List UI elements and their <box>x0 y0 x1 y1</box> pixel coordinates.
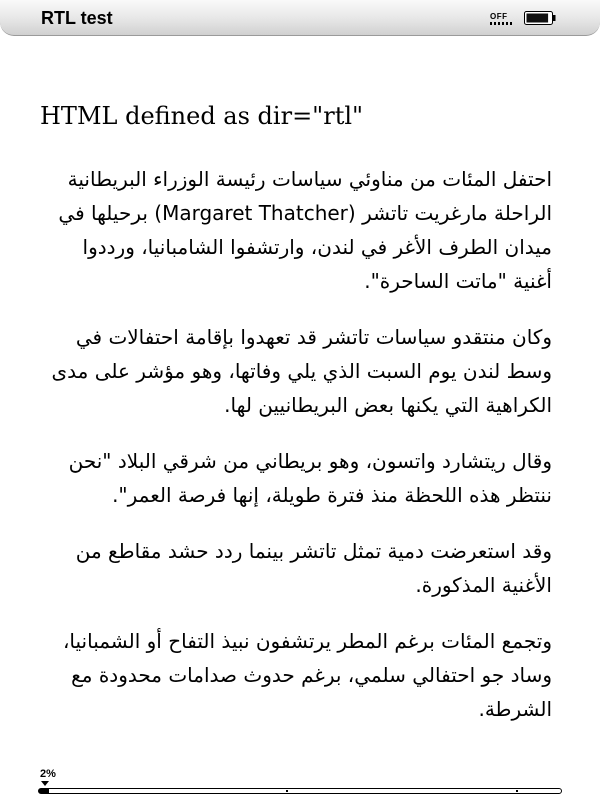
chapter-tick-mark <box>516 790 518 792</box>
progress-fill <box>39 789 49 793</box>
progress-percent-label: 2% <box>40 768 56 780</box>
status-bar <box>0 0 600 36</box>
chapter-tick-mark <box>286 790 288 792</box>
paragraph-4: وقد استعرضت دمية تمثل تاتشر بينما ردد حشد مقاطع من الأغنية المذكورة. <box>75 539 552 597</box>
paragraph-3: وقال ريتشارد واتسون، وهو بريطاني من شرقي البلاد "نحن ننتظر هذه اللحظة منذ فترة طويلة، إنها فرصة العمر". <box>68 449 552 507</box>
paragraph-5: وتجمع المئات برغم المطر يرتشفون نبيذ التفاح أو الشمبانيا، وساد جو احتفالي سلمي، برغم حدوث صدامات محدودة مع الشرطة. <box>62 629 552 721</box>
paragraph-1: احتفل المئات من مناوئي سياسات رئيسة الوزراء البريطانية الراحلة مارغريت تاتشر (Margaret Thatcher) برحيلها في ميدان الطرف الأغر في لندن، وارتشفوا الشامبانيا، ورددوا أغنية "ماتت الساحرة". <box>58 167 552 293</box>
rtl-text-body <box>38 162 552 748</box>
reading-progress-bar[interactable] <box>38 788 562 794</box>
book-title: RTL test <box>41 8 113 28</box>
paragraph-2: وكان منتقدو سياسات تاتشر قد تعهدوا بإقامة احتفالات في وسط لندن يوم السبت الذي يلي وفاتها، وهو مؤشر على مدى الكراهية التي يكنها بعض البريطانيين لها. <box>51 325 552 417</box>
progress-position-marker <box>41 781 49 786</box>
page-heading: HTML defined as dir="rtl" <box>40 102 364 130</box>
battery-icon <box>524 11 556 25</box>
wifi-off-icon: OFF <box>490 12 514 25</box>
